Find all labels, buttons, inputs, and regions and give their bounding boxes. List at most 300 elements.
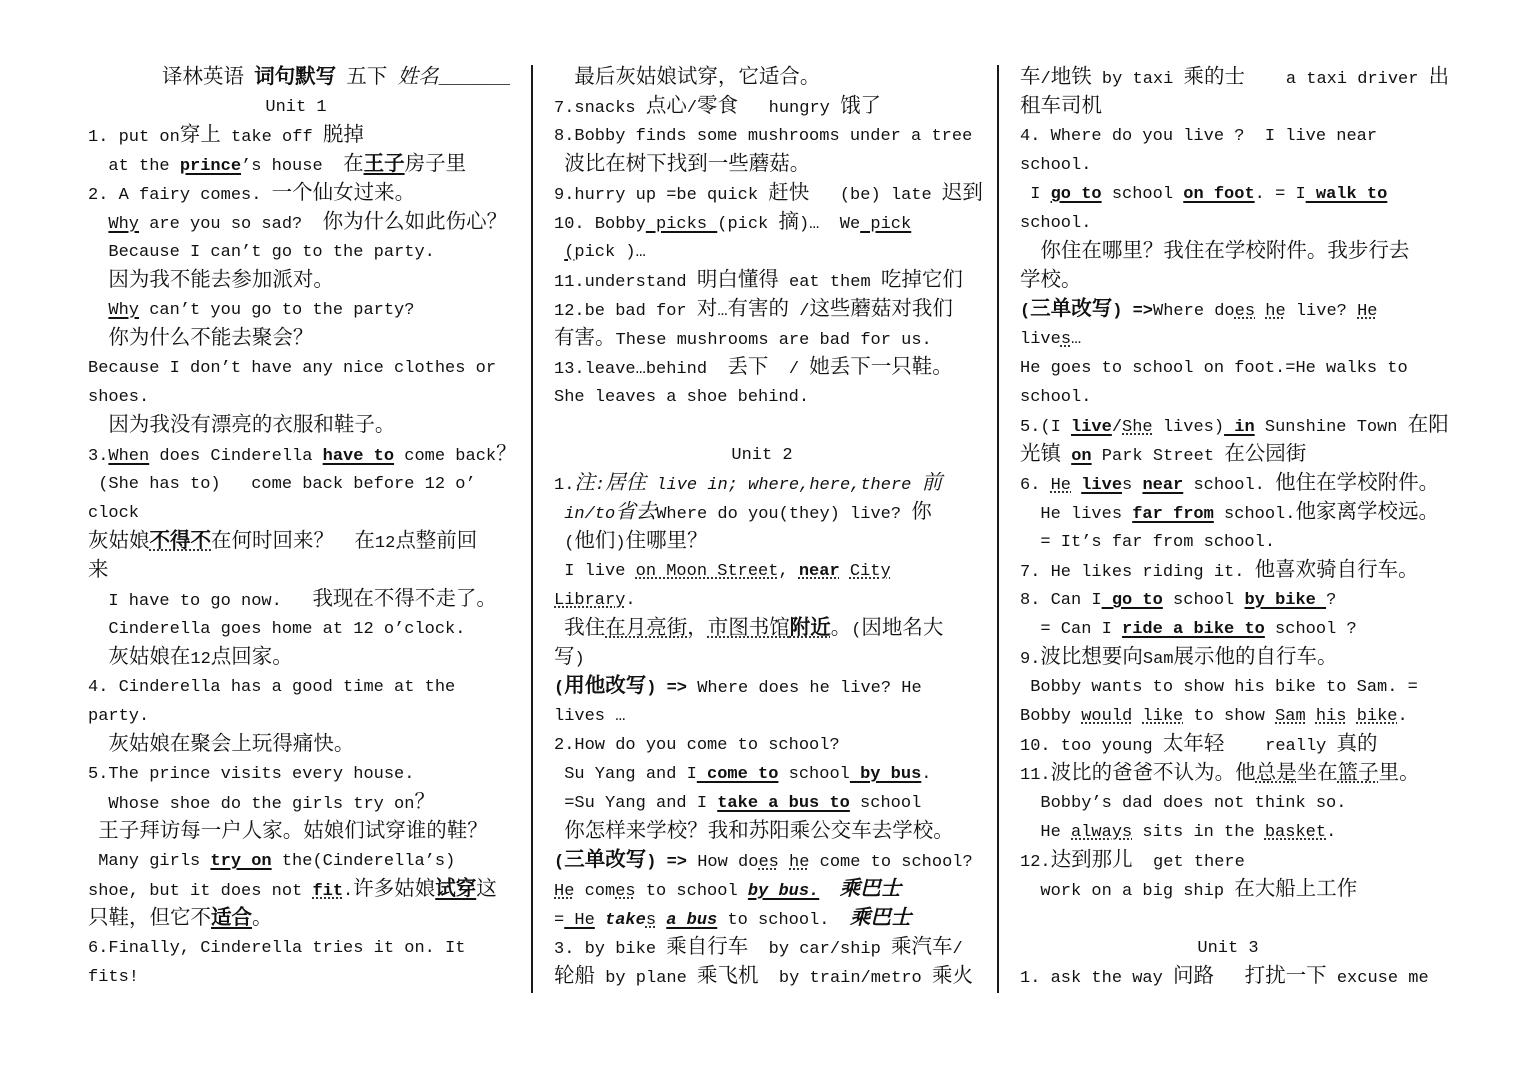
text-line	[88, 760, 534, 789]
text-run	[554, 937, 963, 960]
underlined-text: have to	[322, 447, 395, 466]
latin-text: (pick	[717, 215, 779, 234]
underlined-text: s	[1060, 330, 1072, 349]
text-run	[656, 911, 666, 930]
chinese-text: 不得不	[149, 531, 211, 554]
text-line	[554, 354, 1000, 383]
text-run	[88, 531, 150, 554]
underlined-text: es	[758, 853, 779, 872]
chinese-text: 乘自行车	[666, 937, 749, 960]
chinese-text: 我住	[564, 618, 606, 641]
chinese-text: 你为什么不能去聚会？	[108, 328, 314, 351]
chinese-text: 地铁	[1050, 67, 1092, 90]
latin-text: school.	[1183, 476, 1276, 495]
text-run	[336, 67, 397, 90]
text-run: …	[1071, 330, 1082, 349]
text-run: s	[1122, 476, 1143, 495]
text-run	[88, 183, 416, 206]
underlined-text: live	[1081, 476, 1123, 495]
chinese-text: ？	[496, 444, 517, 467]
text-run: live	[1020, 330, 1061, 349]
chinese-text: 许多姑娘	[353, 879, 436, 902]
chinese-text: ，	[687, 618, 708, 641]
latin-text: .	[343, 882, 354, 901]
text-run: Unit 1	[265, 98, 327, 117]
underlined-text: fit	[312, 882, 344, 901]
latin-text: school.	[1213, 505, 1296, 524]
text-line	[88, 325, 534, 354]
text-line	[554, 267, 1000, 296]
latin-text: :	[594, 476, 606, 495]
text-line	[554, 180, 1000, 209]
latin-text	[1020, 244, 1040, 263]
latin-text	[1061, 447, 1071, 466]
latin-text: I have to go now.	[88, 592, 313, 611]
text-line	[554, 528, 1000, 557]
text-run: I live	[554, 562, 636, 581]
text-run	[554, 243, 564, 262]
bold-text	[1020, 299, 1154, 322]
text-line	[1020, 557, 1466, 586]
underlined-text	[1337, 763, 1379, 786]
underlined-text: picks	[645, 215, 718, 234]
chinese-text: 她丢下一只鞋。	[809, 357, 953, 380]
text-line	[554, 557, 1000, 586]
text-run	[343, 879, 436, 902]
text-line	[554, 151, 1000, 180]
latin-text: 12	[190, 650, 211, 669]
text-run: party.	[88, 707, 150, 726]
text-line	[88, 354, 534, 383]
text-run	[1183, 473, 1440, 496]
text-line	[88, 615, 534, 644]
text-run: 2.How do you come to school?	[554, 736, 840, 755]
underlined-text: he	[1265, 302, 1286, 321]
underlined-text	[435, 879, 477, 902]
text-run	[1020, 850, 1245, 873]
text-line	[1020, 151, 1466, 180]
underlined-text	[149, 531, 212, 554]
latin-text: 12.be bad for	[554, 302, 697, 321]
column-divider	[997, 65, 999, 993]
latin-text: by plane	[595, 969, 698, 988]
text-run	[1306, 707, 1316, 726]
underlined-text: take a bus to	[717, 794, 850, 813]
text-line	[554, 499, 1000, 528]
column-right	[1020, 64, 1466, 992]
text-line	[1020, 818, 1466, 847]
text-run: = It’s far from school.	[1020, 533, 1276, 552]
chinese-text: 点心	[645, 96, 687, 119]
underlined-text: ride a bike to	[1122, 620, 1265, 639]
chinese-text: 他家离学校远。	[1295, 502, 1439, 525]
column-divider	[531, 65, 533, 993]
text-line	[1020, 412, 1466, 441]
latin-text: (	[554, 534, 575, 553]
chinese-text: 波比在树下找到一些蘑菇。	[564, 154, 811, 177]
text-run: 4. Cinderella has a good time at the	[88, 678, 456, 697]
text-run: lives)	[1152, 418, 1225, 437]
text-run: Bobby wants to show his bike to Sam. =	[1020, 678, 1418, 697]
chinese-text: 坐在	[1296, 763, 1338, 786]
text-run: school	[778, 765, 850, 784]
text-line	[88, 209, 534, 238]
text-run: Cinderella goes home at 12 o’clock.	[88, 620, 466, 639]
text-run	[1020, 763, 1256, 786]
text-run	[554, 966, 973, 989]
unit-heading	[88, 93, 534, 122]
text-run	[1020, 96, 1102, 119]
latin-text: Where do you(they) live?	[656, 505, 912, 524]
chinese-text: 你怎样来学校？我和苏阳乘公交车去学校。	[564, 821, 954, 844]
chinese-text: 他喜欢骑自行车。	[1254, 560, 1419, 583]
text-run	[1132, 707, 1142, 726]
latin-text: 11.understand	[554, 273, 697, 292]
text-run	[554, 299, 953, 322]
text-run	[1091, 444, 1307, 467]
latin-text	[554, 824, 564, 843]
latin-text: Sunshine Town	[1254, 418, 1408, 437]
latin-text	[554, 157, 564, 176]
chinese-text: 摘	[778, 212, 799, 235]
text-line	[1020, 963, 1466, 992]
chinese-text: 在	[343, 154, 364, 177]
text-run: come to school?	[809, 853, 973, 872]
chinese-text: 一个仙女过来。	[271, 183, 416, 206]
chinese-text: 市图书馆	[707, 618, 790, 641]
text-line	[1020, 731, 1466, 760]
text-run: com	[574, 882, 616, 901]
chinese-text: 适合	[211, 908, 252, 931]
text-line	[1020, 180, 1466, 209]
text-run: school.	[1020, 156, 1092, 175]
text-run: school	[849, 794, 922, 813]
text-line	[554, 209, 1000, 238]
latin-text: Whose shoe do the girls try on	[88, 795, 415, 814]
text-run: =Su Yang and I	[554, 794, 718, 813]
text-line	[1020, 702, 1466, 731]
latin-text	[88, 824, 98, 843]
underlined-text: basket	[1264, 823, 1327, 842]
underlined-text: He	[554, 882, 575, 901]
chinese-text: 迟到	[941, 183, 983, 206]
text-run: to school	[635, 882, 748, 901]
chinese-text: 里。	[1378, 763, 1420, 786]
latin-text: get there	[1132, 853, 1245, 872]
blank-line	[1020, 905, 1466, 934]
underlined-text: bike	[1356, 707, 1398, 726]
bold-text	[849, 908, 912, 931]
text-line	[88, 238, 534, 267]
text-run: How do	[687, 853, 759, 872]
text-run: pick )…	[574, 243, 646, 262]
underlined-text: far from	[1132, 505, 1214, 524]
text-run: ,	[778, 562, 799, 581]
underlined-text: always	[1071, 823, 1133, 842]
chinese-text: 词句默写	[254, 67, 337, 90]
unit-heading	[554, 441, 1000, 470]
underlined-text: a bus	[666, 911, 718, 930]
latin-text: (be) late	[809, 186, 942, 205]
text-run: .	[1397, 707, 1408, 726]
text-line	[88, 122, 534, 151]
text-line	[1020, 267, 1466, 296]
underlined-text: in	[1224, 418, 1255, 437]
text-run: .	[921, 765, 932, 784]
text-line	[88, 383, 534, 412]
italic-text	[397, 67, 439, 90]
latin-text: /	[789, 302, 810, 321]
text-run: school	[1101, 185, 1184, 204]
latin-text	[88, 273, 108, 292]
underlined-text: walk to	[1305, 185, 1388, 204]
underlined-text: He	[1357, 302, 1378, 321]
chinese-text: 他住在学校附件。	[1275, 473, 1440, 496]
underlined-text: try on	[210, 852, 272, 871]
text-run	[554, 357, 953, 380]
chinese-text: 前	[921, 473, 943, 496]
underlined-text: on foot	[1183, 185, 1255, 204]
text-run: live?	[1285, 302, 1358, 321]
text-run	[1020, 67, 1450, 90]
chinese-text: 写	[554, 647, 575, 670]
text-run	[1213, 502, 1439, 525]
text-line	[88, 702, 534, 731]
text-run	[1020, 879, 1358, 902]
text-run	[779, 853, 789, 872]
chinese-text: 太年轻	[1162, 734, 1225, 757]
text-line	[88, 963, 534, 992]
underlined-text: Why	[108, 301, 140, 320]
text-run	[88, 328, 314, 351]
chinese-text: 点回家。	[210, 647, 293, 670]
text-line	[554, 586, 1000, 615]
underlined-text: by bus.	[747, 882, 820, 901]
italic-text	[574, 473, 943, 496]
chinese-text: 你为什么如此伤心？	[322, 212, 508, 235]
chinese-text: 学校。	[1020, 270, 1082, 293]
chinese-text: 来	[88, 560, 109, 583]
chinese-text: 展示他的自行车。	[1173, 647, 1338, 670]
text-line	[88, 644, 534, 673]
latin-text: 9.hurry up =be quick	[554, 186, 769, 205]
text-line	[1020, 470, 1466, 499]
text-run	[819, 882, 839, 901]
text-run	[554, 618, 606, 641]
chinese-text: 打扰一下	[1244, 966, 1327, 989]
text-run	[161, 67, 254, 90]
latin-text: 12	[374, 534, 396, 553]
latin-text: 13.leave…behind	[554, 360, 728, 379]
latin-text: 2. A fairy comes.	[88, 186, 272, 205]
latin-text: 10. too young	[1020, 737, 1163, 756]
underlined-text: s	[645, 911, 657, 930]
text-line	[1020, 615, 1466, 644]
underlined-text: would	[1081, 707, 1133, 726]
text-line	[1020, 325, 1466, 354]
chinese-text: 在何时回来？	[211, 531, 334, 554]
text-run	[88, 792, 435, 815]
underlined-text	[1255, 763, 1297, 786]
text-run: 6.	[1020, 476, 1051, 495]
bold-text	[254, 67, 337, 90]
text-run: He lives	[1020, 505, 1133, 524]
column-left	[88, 64, 534, 992]
text-line	[1020, 238, 1466, 267]
text-run: to school.	[717, 911, 850, 930]
text-run	[554, 647, 585, 670]
text-line	[1020, 644, 1466, 673]
latin-text: really	[1224, 737, 1337, 756]
chinese-text: 有害的	[727, 299, 790, 322]
latin-text: )	[574, 650, 585, 669]
chinese-text: 吃掉它们	[880, 270, 963, 293]
text-line	[1020, 122, 1466, 151]
text-run: Bobby’s dad does not think so.	[1020, 794, 1347, 813]
text-run: school	[1162, 591, 1245, 610]
underlined-text: like	[1142, 707, 1184, 726]
underlined-text: near	[798, 562, 840, 581]
text-run	[687, 618, 708, 641]
text-run	[830, 618, 944, 641]
text-run: /	[1111, 418, 1123, 437]
text-line	[554, 93, 1000, 122]
text-run	[252, 908, 273, 931]
chinese-text: 乘巴士	[849, 908, 912, 931]
text-run	[554, 531, 708, 554]
text-line	[1020, 760, 1466, 789]
text-line	[554, 615, 1000, 644]
latin-text: a taxi driver	[1245, 70, 1429, 89]
text-run: school ?	[1264, 620, 1357, 639]
chinese-text: 明白懂得	[696, 270, 779, 293]
underlined-text: pick	[860, 215, 912, 234]
text-line	[88, 934, 534, 963]
chinese-text: 穿上	[179, 125, 221, 148]
text-line	[88, 673, 534, 702]
text-run: _______	[438, 70, 511, 89]
latin-text: (	[1020, 302, 1031, 321]
underlined-text: by bus	[849, 765, 922, 784]
text-line	[88, 847, 534, 876]
text-line	[554, 905, 1000, 934]
text-run: Many girls	[88, 852, 211, 871]
latin-text: (	[554, 853, 565, 872]
chinese-text: 在公园街	[1224, 444, 1307, 467]
text-run: 8.Bobby finds some mushrooms under a tree	[554, 127, 973, 146]
chinese-text: 饿了	[840, 96, 882, 119]
text-run	[656, 502, 932, 525]
latin-text: 7. He likes riding it.	[1020, 563, 1255, 582]
text-line	[554, 296, 1000, 325]
latin-text: 9.	[1020, 650, 1041, 669]
text-run	[88, 589, 497, 612]
text-line	[1020, 354, 1466, 383]
text-run	[554, 821, 954, 844]
text-line	[554, 702, 1000, 731]
text-line	[88, 905, 534, 934]
text-line	[1020, 441, 1466, 470]
text-line	[554, 789, 1000, 818]
chinese-text: 你	[911, 502, 932, 525]
text-run	[88, 560, 109, 583]
chinese-text: 译林英语	[161, 67, 244, 90]
text-run	[1020, 270, 1082, 293]
chinese-text: 试穿	[435, 879, 477, 902]
text-line	[554, 876, 1000, 905]
bold-text	[554, 850, 688, 873]
underlined-text: he	[789, 853, 810, 872]
text-run	[88, 908, 211, 931]
chinese-text: 波比想要向	[1040, 647, 1143, 670]
chinese-text: 乘飞机	[697, 966, 759, 989]
underlined-text: go to	[1101, 591, 1163, 610]
chinese-text: 灰姑娘在	[108, 647, 191, 670]
latin-text: …	[717, 302, 728, 321]
text-run	[595, 911, 605, 930]
text-run: shoes.	[88, 388, 150, 407]
blank-line	[554, 412, 1000, 441]
text-run: to show	[1183, 707, 1276, 726]
underlined-text: go to	[1050, 185, 1102, 204]
text-line	[554, 760, 1000, 789]
latin-text: come back	[394, 447, 497, 466]
text-run: ?	[1326, 591, 1337, 610]
text-run: Unit 2	[731, 446, 793, 465]
latin-text: (	[851, 621, 862, 640]
text-line	[1020, 499, 1466, 528]
text-run	[554, 183, 983, 206]
latin-text	[334, 534, 354, 553]
text-line	[554, 644, 1000, 673]
underlined-text	[211, 908, 252, 931]
text-run: does Cinderella	[149, 447, 323, 466]
chinese-text: 乘巴士	[839, 879, 902, 902]
text-line	[1020, 876, 1466, 905]
chinese-text: 乘火	[931, 966, 973, 989]
latin-text: by car/ship	[748, 940, 892, 959]
text-line	[88, 557, 534, 586]
text-run: . = I	[1254, 185, 1306, 204]
latin-text: in/to	[554, 505, 616, 524]
text-run	[554, 270, 963, 293]
text-line	[1020, 209, 1466, 238]
text-line	[1020, 64, 1466, 93]
latin-text: (	[554, 679, 565, 698]
text-run	[1020, 647, 1338, 670]
latin-text: ’s house	[241, 157, 344, 176]
text-run	[1347, 707, 1357, 726]
chinese-text: 在月亮街	[605, 618, 688, 641]
latin-text: 12.	[1020, 853, 1051, 872]
chinese-text: 我现在不得不走了。	[312, 589, 497, 612]
latin-text: Park Street	[1091, 447, 1225, 466]
latin-text: are you so sad?	[139, 215, 323, 234]
text-line	[554, 818, 1000, 847]
bold-text	[839, 879, 902, 902]
chinese-text: 零食	[697, 96, 739, 119]
latin-text: )	[615, 534, 626, 553]
text-line	[88, 151, 534, 180]
underlined-text: prince	[179, 157, 242, 176]
latin-text: 11.	[1020, 766, 1051, 785]
text-run: = Can I	[1020, 620, 1123, 639]
text-line	[1020, 383, 1466, 412]
text-line	[88, 296, 534, 325]
chinese-text: 姓名	[397, 67, 439, 90]
chinese-text: 在阳	[1407, 415, 1449, 438]
chinese-text: 注	[574, 473, 595, 496]
